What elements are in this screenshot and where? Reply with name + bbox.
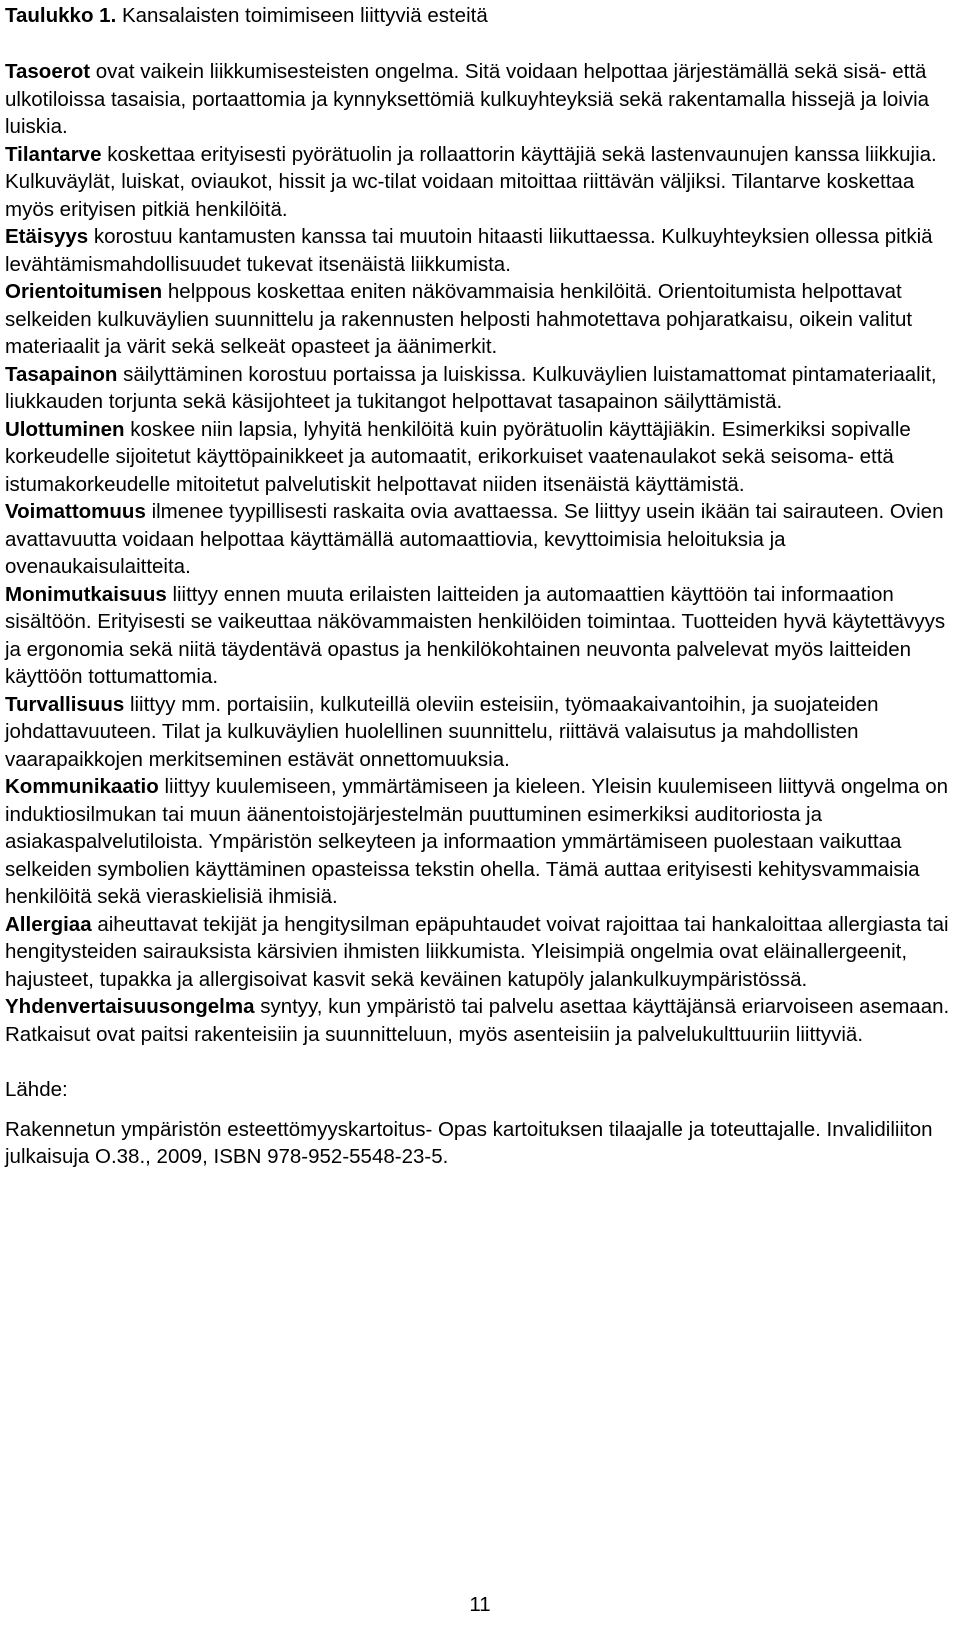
paragraph-yhdenvertaisuus	[5, 993, 955, 1048]
paragraph-term: Allergiaa	[5, 912, 92, 936]
caption-text: Kansalaisten toimimiseen liittyviä esteitä	[121, 4, 488, 27]
paragraph-term: Voimattomuus	[5, 500, 146, 523]
document-page	[5, 0, 955, 1171]
paragraph-tilantarve	[5, 141, 955, 224]
paragraph-orientoitumisen	[5, 278, 955, 361]
paragraph-term: Kommunikaatio	[5, 775, 159, 798]
paragraph-text: liittyy kuulemiseen, ymmärtämiseen ja kieleen. Yleisin kuulemiseen liittyvä ongelma on induktiosilmukan tai muun äänentoistojärjestelmän puuttuminen esimerkiksi auditoriosta ja asiakaspalvelutiloista. Ympäristön selkeyteen ja informaation ymmärtämiseen puolestaan vaikuttaa selkeiden symbolien käyttäminen opasteissa tekstin ohella. Tämä auttaa erityisesti kehitysvammaisia henkilöitä sekä vieraskielisiä ihmisiä.	[5, 775, 949, 908]
paragraph-text: koskee niin lapsia, lyhyitä henkilöitä kuin pyörätuolin käyttäjiäkin. Esimerkiksi sopivalle korkeudelle sijoitetut käyttöpainikkeet ja automaatit, erikorkuiset vaatenaulakot sekä seisoma- että istumakorkeudelle mitoitetut palvelutiskit helpottavat niiden itsenäistä käyttämistä.	[5, 417, 911, 496]
paragraph-kommunikaatio	[5, 773, 955, 911]
page-number: 11	[469, 1593, 491, 1616]
paragraph-text: aiheuttavat tekijät ja hengitysilman epäpuhtaudet voivat rajoittaa tai hankaloittaa allergiasta tai hengitysteiden sairauksista kärsivien ihmisten liikkumista. Yleisimpiä ongelmia ovat eläinallergeenit, hajusteet, tupakka ja allergisoivat kasvit sekä keväinen katupöly jalankulkuympäristössä.	[5, 912, 949, 991]
table-caption	[5, 3, 955, 29]
paragraph-text: koskettaa erityisesti pyörätuolin ja rollaattorin käyttäjiä sekä lastenvaunujen kanssa liikkujia. Kulkuväylät, luiskat, oviaukot, hissit ja wc-tilat voidaan mitoittaa riittävän väljiksi. Tilantarve koskettaa myös erityisen pitkiä henkilöitä.	[5, 142, 937, 221]
paragraph-text: korostuu kantamusten kanssa tai muutoin hitaasti liikuttaessa. Kulkuyhteyksien ollessa pitkiä levähtämismahdollisuudet tukevat itsenäistä liikkumista.	[5, 225, 933, 276]
paragraph-text: liittyy ennen muuta erilaisten laitteiden ja automaattien käyttöön tai informaation sisältöön. Erityisesti se vaikeuttaa näkövammaisten henkilöiden toimintaa. Tuotteiden hyvä käytettävyys ja ergonomia sekä niitä täydentävä opastus ja henkilökohtainen neuvonta palvelevat myös laitteiden käyttöön tottumattomia.	[5, 582, 946, 688]
paragraph-term: Tilantarve	[5, 142, 102, 166]
paragraph-tasoerot	[5, 58, 955, 141]
obstacle-list	[5, 58, 955, 1048]
paragraph-text: säilyttäminen korostuu portaissa ja luiskissa. Kulkuväylien luistamattomat pintamateriaalit, liukkauden torjunta sekä käsijohteet ja tukitangot helpottavat tasapainon säilyttämistä.	[5, 362, 937, 413]
paragraph-text: ovat vaikein liikkumisesteisten ongelma. Sitä voidaan helpottaa järjestämällä sekä sisä- että ulkotiloissa tasaisia, portaattomia ja kynnyksettömiä kulkuyhteyksiä sekä rakentamalla hissejä ja loivia luiskia.	[5, 60, 930, 138]
paragraph-etaisyys	[5, 223, 955, 278]
paragraph-turvallisuus	[5, 691, 955, 774]
paragraph-text: helppous koskettaa eniten näkövammaisia henkilöitä. Orientoitumista helpottavat selkeiden kulkuväylien suunnittelu ja rakennusten helposti hahmotettava pohjaratkaisu, oikein valitut materiaalit ja värit sekä selkeät opasteet ja äänimerkit.	[5, 280, 913, 358]
paragraph-term: Etäisyys	[5, 225, 89, 248]
paragraph-term: Tasoerot	[5, 60, 91, 83]
paragraph-allergiaa	[5, 911, 955, 994]
paragraph-term: Yhdenvertaisuusongelma	[5, 995, 255, 1018]
source-section	[5, 1076, 955, 1171]
paragraph-term: Orientoitumisen	[5, 280, 163, 303]
source-label: Lähde:	[5, 1078, 68, 1101]
paragraph-ulottuminen	[5, 416, 955, 499]
paragraph-term: Tasapainon	[5, 362, 118, 386]
paragraph-term: Turvallisuus	[5, 692, 125, 716]
paragraph-text: syntyy, kun ympäristö tai palvelu asettaa käyttäjänsä eriarvoiseen asemaan. Ratkaisut ovat paitsi rakenteisiin ja suunnitteluun, myös asenteisiin ja palvelukulttuuriin liittyviä.	[5, 995, 950, 1046]
paragraph-monimutkaisuus	[5, 581, 955, 691]
caption-label: Taulukko 1.	[5, 4, 117, 27]
paragraph-text: ilmenee tyypillisesti raskaita ovia avattaessa. Se liittyy usein ikään tai sairauteen. Ovien avattavuutta voidaan helpottaa käyttämällä automaattiovia, kevyttoimisia heloituksia ja ovenaukaisulaitteita.	[5, 500, 944, 578]
paragraph-tasapainon	[5, 361, 955, 416]
paragraph-term: Ulottuminen	[5, 417, 125, 441]
paragraph-voimattomuus	[5, 498, 955, 581]
paragraph-term: Monimutkaisuus	[5, 582, 167, 606]
source-text: Rakennetun ympäristön esteettömyyskartoitus- Opas kartoituksen tilaajalle ja toteuttajalle. Invalidiliiton julkaisuja O.38., 2009, ISBN 978-952-5548-23-5.	[5, 1117, 933, 1168]
paragraph-text: liittyy mm. portaisiin, kulkuteillä oleviin esteisiin, työmaakaivantoihin, ja suojateiden johdattavuuteen. Tilat ja kulkuväylien huolellinen suunnittelu, riittävä valaisutus ja mahdollisten vaarapaikkojen merkitseminen estävät onnettomuuksia.	[5, 692, 879, 771]
